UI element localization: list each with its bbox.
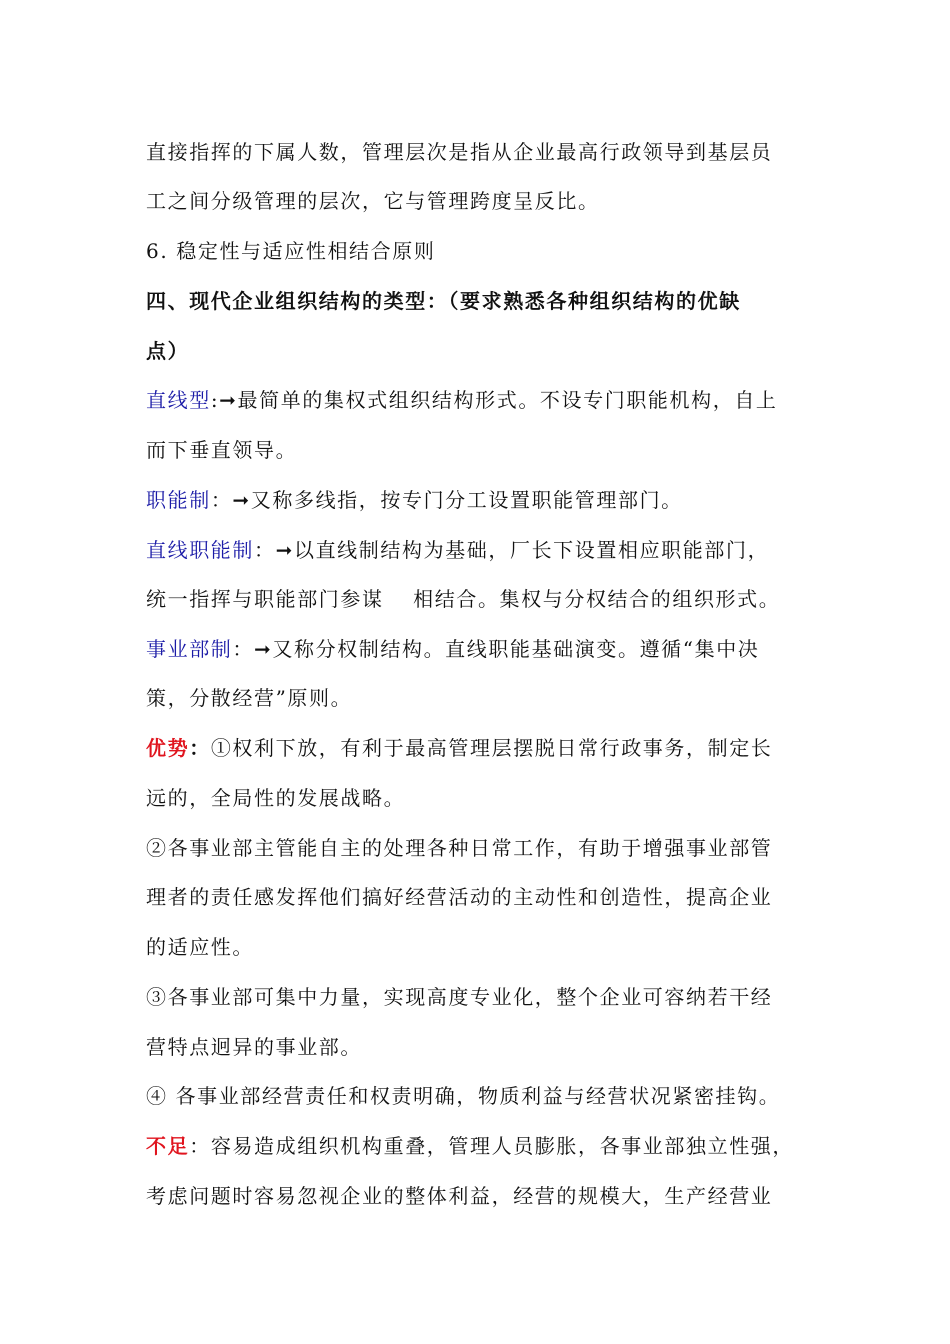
advantage-1: ①权利下放，有利于最高管理层摆脱日常行政事务，制定长 [210,736,773,760]
advantage-3-line1: ③各事业部可集中力量，实现高度专业化，整个企业可容纳若干经 [146,985,773,1009]
linear-structure-line2: 而下垂直领导。 [146,438,298,462]
disadvantages-label: 不足 [146,1134,190,1158]
advantage-4: ④ 各事业部经营责任和权责明确，物质利益与经营状况紧密挂钩。 [146,1084,781,1108]
term-separator: ： [254,538,276,562]
advantages-line1 [146,734,836,762]
term-functional: 职能制 [146,488,211,512]
arrow-icon: ➞ [254,637,273,661]
divisional-structure-line1 [146,635,836,663]
line-functional-description: 以直线制结构为基础，厂长下设置相应职能部门， [293,538,770,562]
arrow-icon: ➞ [232,488,251,512]
advantage-2-line3: 的适应性。 [146,935,254,959]
line-functional-structure-line1 [146,536,836,564]
divisional-structure-line2: 策，分散经营”原则。 [146,686,353,710]
disadvantages-line1 [146,1132,836,1160]
arrow-icon: ➞ [275,538,294,562]
disadvantages-description: 容易造成组织机构重叠，管理人员膨胀，各事业部独立性强， [210,1134,795,1158]
advantage-3-line2: 营特点迥异的事业部。 [146,1035,362,1059]
advantages-label: 优势 [146,736,190,760]
term-separator: ： [189,1134,211,1158]
divisional-description: 又称分权制结构。直线职能基础演变。遵循“集中决 [272,637,760,661]
linear-structure-line1 [146,386,836,414]
term-separator: ： [210,488,233,512]
linear-description: 最简单的集权式组织结构形式。不设专门职能机构，自上 [237,388,778,412]
functional-description: 又称多线指，按专门分工设置职能管理部门。 [250,488,683,512]
advantage-2-line2: 理者的责任感发挥他们搞好经营活动的主动性和创造性，提高企业 [146,885,773,909]
paragraph-span-of-control-line2: 工之间分级管理的层次，它与管理跨度呈反比。 [146,189,600,213]
paragraph-span-of-control-line1: 直接指挥的下属人数，管理层次是指从企业最高行政领导到基层员 [146,140,773,164]
functional-structure-line [146,486,836,514]
disadvantages-line2: 考虑问题时容易忽视企业的整体利益，经营的规模大，生产经营业 [146,1184,773,1208]
section-heading-4-cont: 点） [146,339,190,363]
line-functional-structure-line2: 统一指挥与职能部门参谋 相结合。集权与分权结合的组织形式。 [146,587,781,611]
term-separator: ： [232,637,255,661]
arrow-icon: ➞ [219,388,238,412]
term-separator: : [210,388,220,412]
advantages-line2: 远的，全局性的发展战略。 [146,786,406,810]
advantage-2-line1: ②各事业部主管能自主的处理各种日常工作，有助于增强事业部管 [146,836,773,860]
term-line-functional: 直线职能制 [146,538,254,562]
section-heading-4: 四、现代企业组织结构的类型：（要求熟悉各种组织结构的优缺 [146,289,741,313]
term-linear: 直线型 [146,388,211,412]
principle-6: 6. 稳定性与适应性相结合原则 [146,239,436,263]
term-divisional: 事业部制 [146,637,233,661]
term-separator: ： [189,736,211,760]
